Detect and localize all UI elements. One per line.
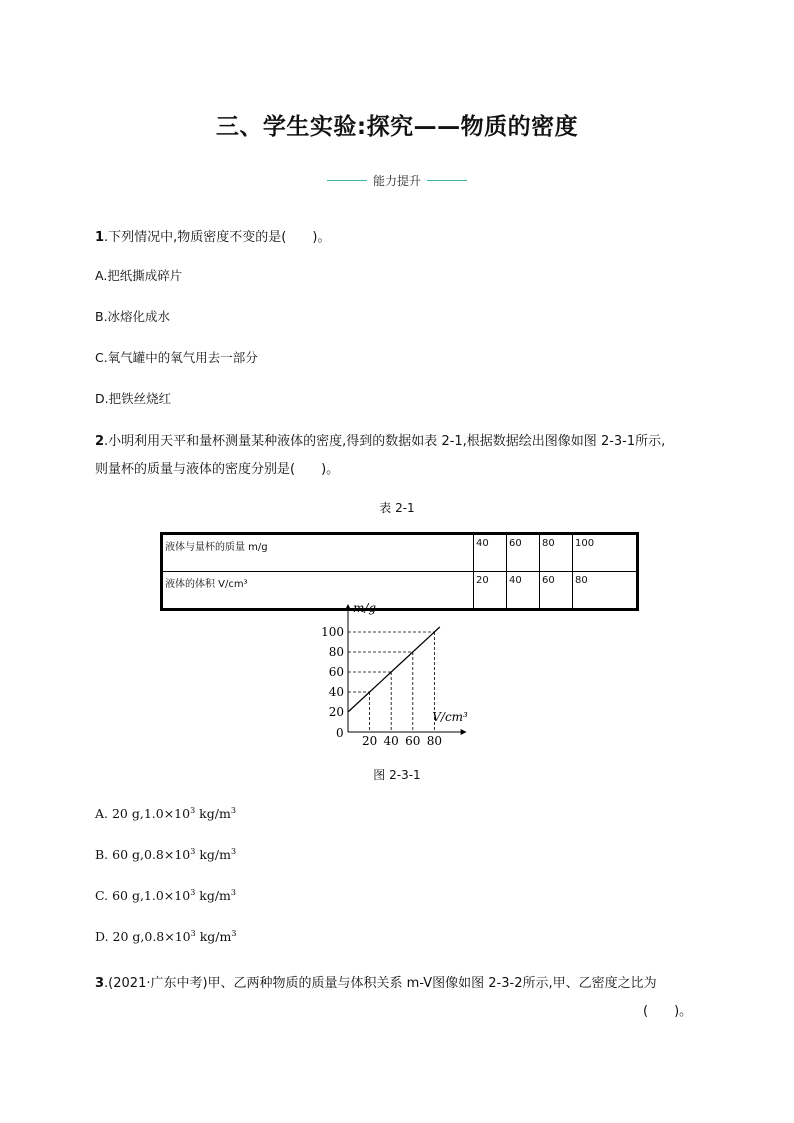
section-header: [0, 172, 794, 189]
question-number: 2: [95, 434, 105, 449]
question-stem-line1: .(2021·广东中考)甲、乙两种物质的质量与体积关系 m-V图像如图 2-3-2所示,甲、乙密度之比为: [104, 976, 657, 991]
section-divider-right: [427, 180, 467, 181]
q2-option-d[interactable]: [95, 929, 236, 944]
section-divider-left: [327, 180, 367, 181]
page-title: 三、学生实验:探究——物质的密度: [215, 114, 579, 140]
q2-option-a[interactable]: [95, 806, 236, 821]
q1-option-b[interactable]: B.冰熔化成水: [95, 309, 171, 324]
table-cell: 20: [474, 572, 507, 609]
table-cell: 100: [573, 535, 637, 572]
question-3-answer-bracket: ( )。: [643, 1004, 693, 1019]
table-cell: 40: [507, 572, 540, 609]
option-unit: kg/m: [195, 888, 231, 904]
option-text: D. 20 g,0.8×10: [95, 929, 191, 945]
option-text: C. 60 g,1.0×10: [95, 888, 191, 904]
question-number: 3: [95, 976, 105, 991]
x-axis-label: V/cm³: [432, 710, 468, 724]
q1-option-d[interactable]: D.把铁丝烧红: [95, 391, 172, 406]
option-exp: 3: [190, 806, 196, 815]
table-cell: 40: [474, 535, 507, 572]
series-line: [348, 627, 440, 712]
question-2: [95, 430, 665, 449]
x-axis-arrow: [461, 729, 467, 735]
y-tick-label: 20: [328, 705, 344, 719]
origin-label: 0: [336, 726, 344, 740]
y-tick-label: 60: [328, 665, 344, 679]
section-label: 能力提升: [372, 174, 421, 188]
option-exp: 3: [190, 929, 196, 938]
question-2-line2: 则量杯的质量与液体的密度分别是( )。: [95, 462, 340, 477]
y-axis-arrow: [345, 604, 351, 610]
table-row: [163, 535, 636, 572]
table-cell: 80: [573, 572, 637, 609]
y-tick-label: 40: [328, 685, 344, 699]
option-text: B. 60 g,0.8×10: [95, 847, 191, 863]
figure-caption: 图 2-3-1: [373, 768, 421, 782]
question-stem-line1: .小明利用天平和量杯测量某种液体的密度,得到的数据如表 2-1,根据数据绘出图像如图 2-3-1所示,: [104, 434, 666, 449]
option-unit: kg/m: [195, 929, 232, 945]
x-tick-label: 40: [383, 734, 399, 748]
question-1: [95, 226, 330, 245]
question-number: 1: [95, 230, 105, 245]
x-tick-label: 20: [361, 734, 378, 748]
option-unit-exp: 3: [230, 847, 237, 856]
option-unit-exp: 3: [231, 929, 237, 938]
option-text: A. 20 g,1.0×10: [95, 806, 191, 822]
x-tick-label: 60: [405, 734, 421, 748]
option-exp: 3: [190, 847, 196, 856]
question-stem: .下列情况中,物质密度不变的是( )。: [104, 230, 331, 245]
table-row-label: 液体的体积 V/cm³: [163, 572, 474, 609]
mv-graph: [320, 598, 480, 753]
question-3: [95, 972, 657, 991]
graph-layer: [321, 601, 468, 748]
y-tick-label: 80: [328, 645, 344, 659]
table-caption: 表 2-1: [379, 501, 415, 515]
table-cell: 80: [540, 535, 573, 572]
q1-option-c[interactable]: C.氧气罐中的氧气用去一部分: [95, 350, 258, 365]
x-tick-label: 80: [426, 734, 443, 748]
y-axis-label: m/g: [353, 601, 377, 615]
table-cell: 60: [540, 572, 573, 609]
y-tick-label: 100: [321, 625, 344, 639]
option-unit-exp: 3: [230, 888, 236, 897]
option-unit: kg/m: [195, 847, 231, 863]
option-exp: 3: [190, 888, 196, 897]
q2-option-c[interactable]: [95, 888, 236, 903]
option-unit-exp: 3: [230, 806, 236, 815]
table-row-label: 液体与量杯的质量 m/g: [163, 535, 474, 572]
option-unit: kg/m: [195, 806, 231, 822]
q1-option-a[interactable]: A.把纸撕成碎片: [95, 268, 183, 283]
table-cell: 60: [507, 535, 540, 572]
q2-option-b[interactable]: [95, 847, 236, 862]
